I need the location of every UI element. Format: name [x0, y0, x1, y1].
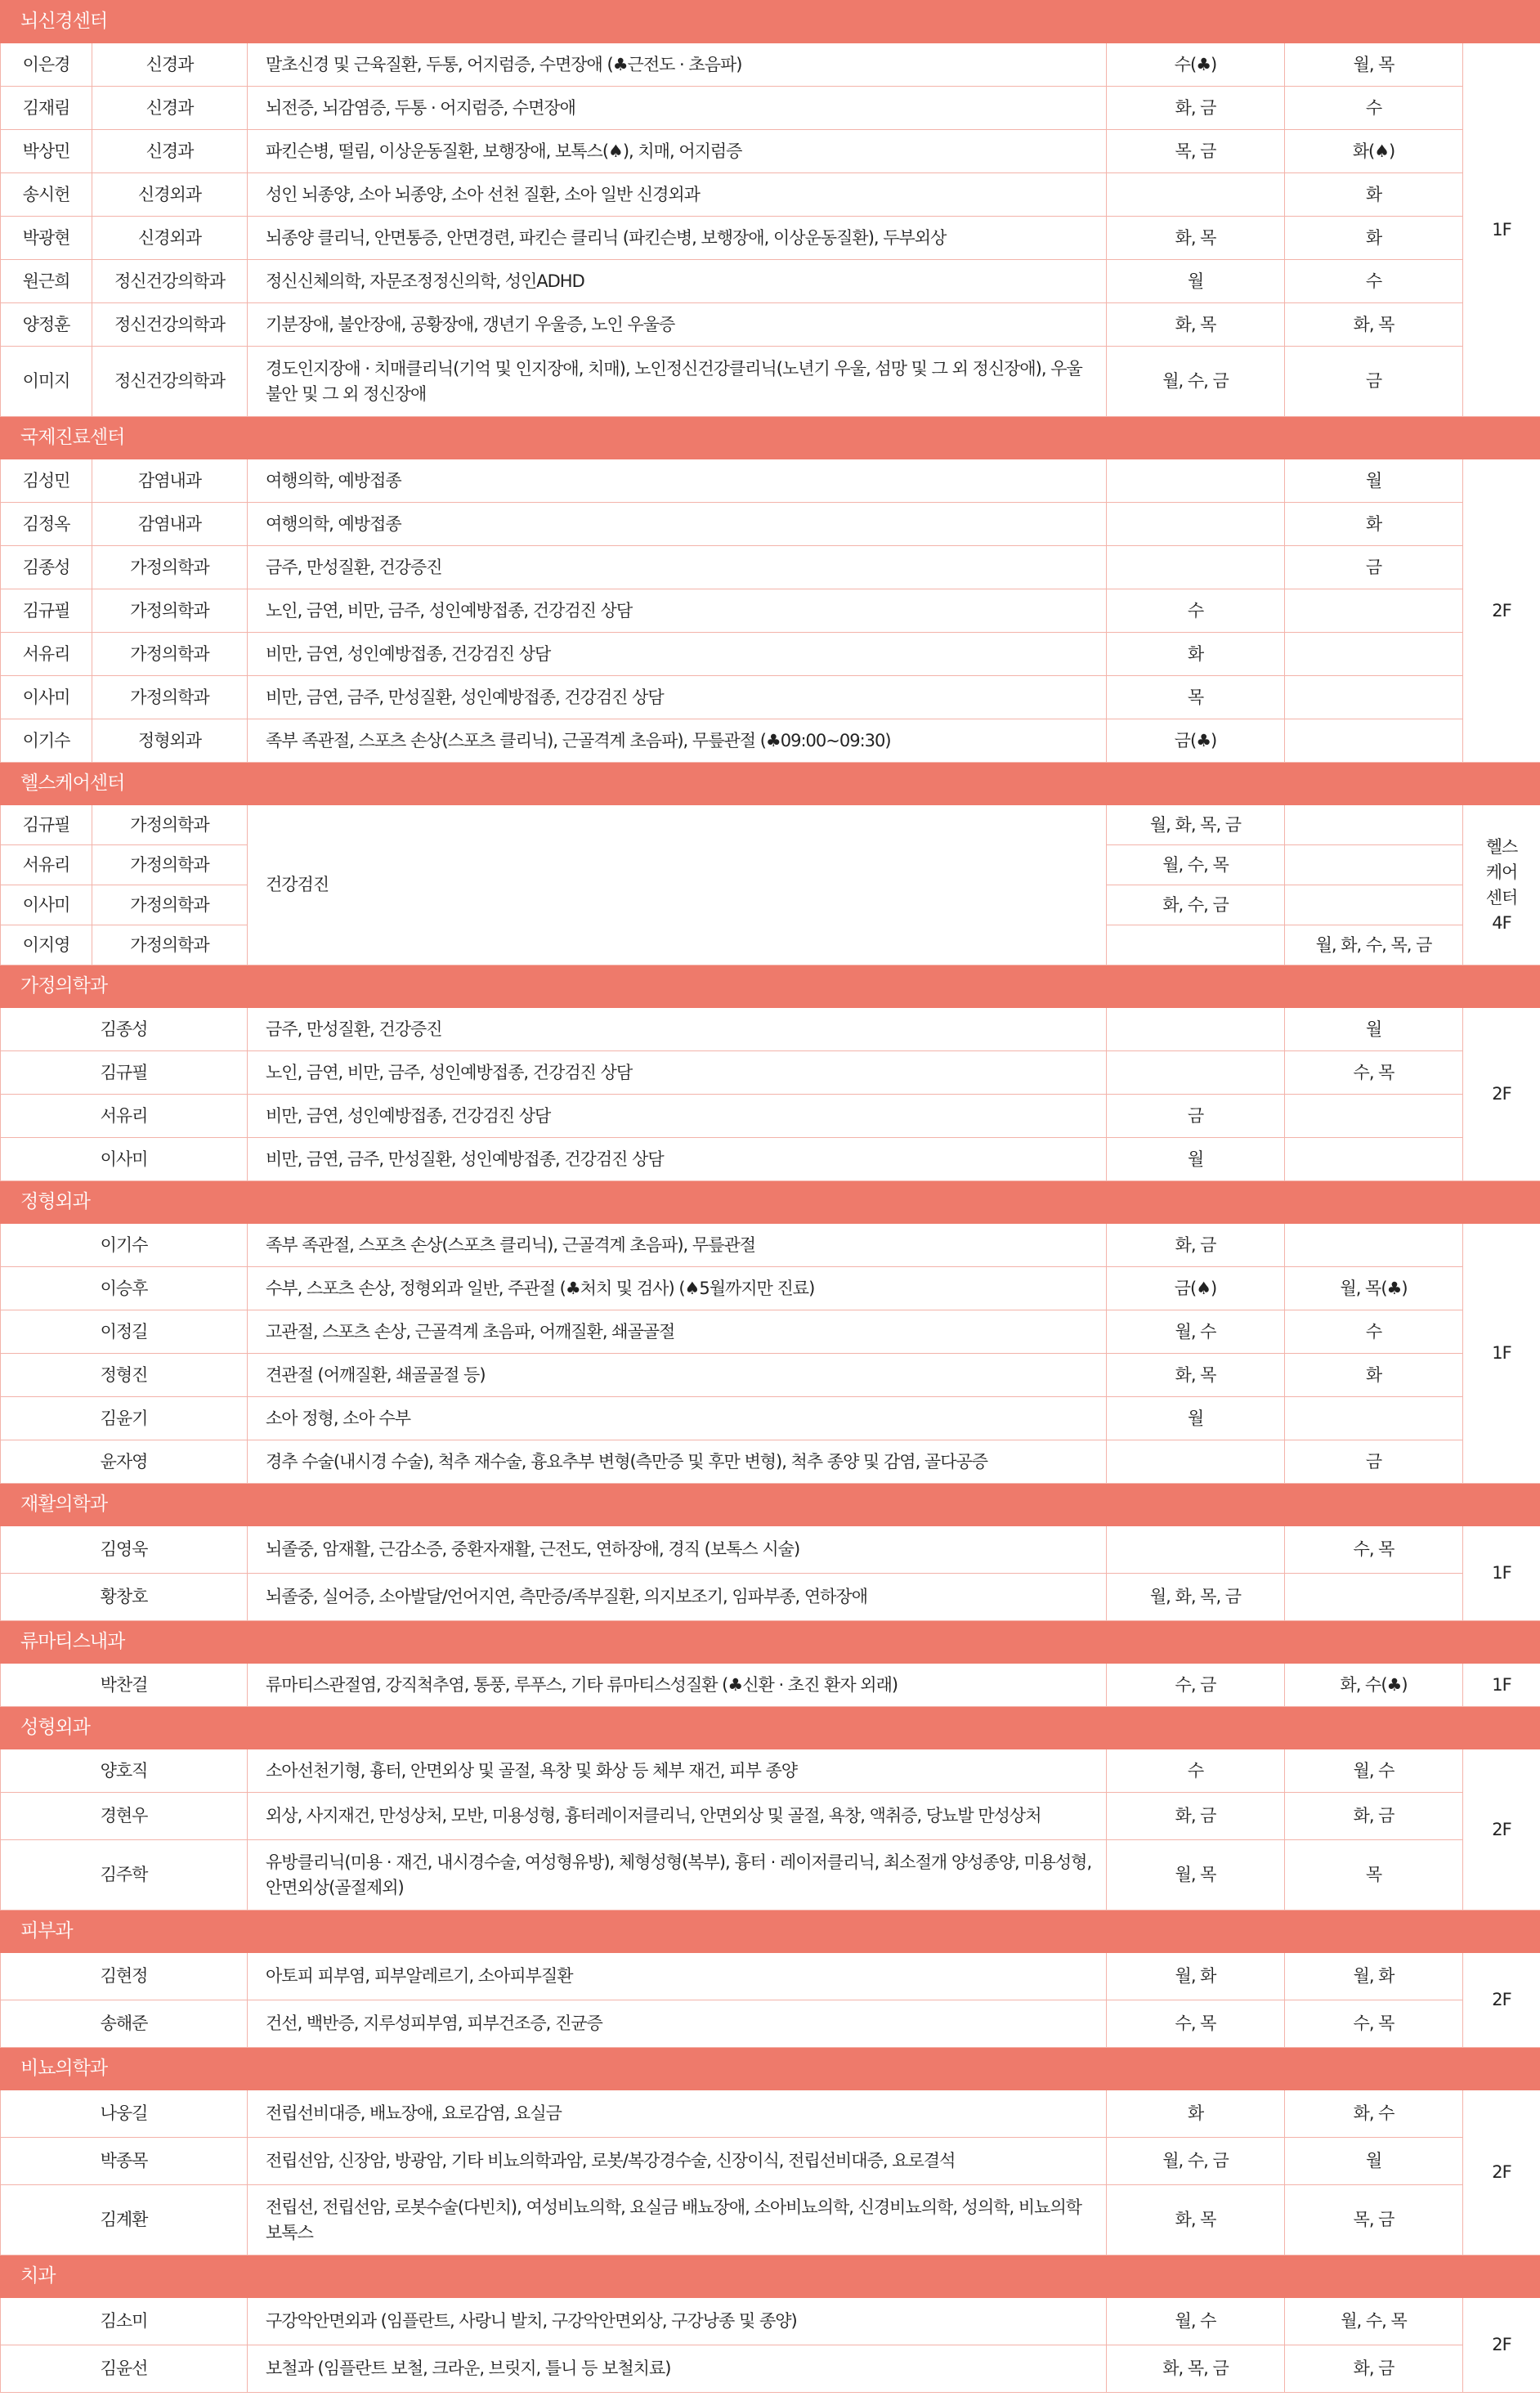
afternoon-days: [1285, 845, 1463, 885]
afternoon-days: 수: [1285, 1310, 1463, 1354]
specialty: 비만, 금연, 성인예방접종, 건강검진 상담: [248, 633, 1107, 676]
specialty: 정신신체의학, 자문조정정신의학, 성인ADHD: [248, 260, 1107, 303]
specialty: 경도인지장애 · 치매클리닉(기억 및 인지장애, 치매), 노인정신건강클리닉(노년기 우울, 섬망 및 그 외 정신장애), 우울 불안 및 그 외 정신장애: [248, 347, 1107, 417]
specialty: 소아선천기형, 흉터, 안면외상 및 골절, 욕창 및 화상 등 체부 재건, 피부 종양: [248, 1749, 1107, 1793]
doctor-name: 이사미: [1, 1138, 248, 1181]
specialty: 금주, 만성질환, 건강증진: [248, 1008, 1107, 1051]
afternoon-days: 화: [1285, 173, 1463, 217]
morning-days: 월, 수, 목: [1107, 845, 1285, 885]
doctor-name: 양호직: [1, 1749, 248, 1793]
morning-days: 금(♣): [1107, 719, 1285, 763]
department: 신경과: [92, 87, 248, 130]
specialty: 건선, 백반증, 지루성피부염, 피부건조증, 진균증: [248, 2000, 1107, 2048]
morning-days: 화: [1107, 633, 1285, 676]
section-title: 류마티스내과: [1, 1621, 1540, 1664]
department: 가정의학과: [92, 805, 248, 845]
doctor-name: 김주학: [1, 1840, 248, 1910]
doctor-row: [1, 2298, 1540, 2345]
doctor-row: [1, 1267, 1540, 1310]
doctor-name: 황창호: [1, 1574, 248, 1621]
morning-days: [1107, 173, 1285, 217]
specialty: 뇌졸중, 암재활, 근감소증, 중환자재활, 근전도, 연하장애, 경직 (보톡스 시술): [248, 1526, 1107, 1574]
morning-days: 금: [1107, 1095, 1285, 1138]
section-header-row: [1, 417, 1540, 459]
doctor-row: [1, 1840, 1540, 1910]
specialty: 비만, 금연, 성인예방접종, 건강검진 상담: [248, 1095, 1107, 1138]
floor: 2F: [1463, 2298, 1540, 2393]
section-title: 치과: [1, 2255, 1540, 2298]
afternoon-days: 금: [1285, 1440, 1463, 1484]
specialty: 비만, 금연, 금주, 만성질환, 성인예방접종, 건강검진 상담: [248, 1138, 1107, 1181]
morning-days: 화, 금: [1107, 87, 1285, 130]
section-title: 가정의학과: [1, 965, 1540, 1008]
doctor-name: 경현우: [1, 1793, 248, 1840]
doctor-row: [1, 589, 1540, 633]
department: 가정의학과: [92, 633, 248, 676]
department: 가정의학과: [92, 845, 248, 885]
doctor-row: [1, 130, 1540, 173]
doctor-row: [1, 546, 1540, 589]
afternoon-days: [1285, 719, 1463, 763]
morning-days: 월, 화: [1107, 1953, 1285, 2000]
doctor-name: 이지영: [1, 925, 92, 965]
department: 신경외과: [92, 217, 248, 260]
afternoon-days: 화, 목: [1285, 303, 1463, 347]
doctor-name: 김규필: [1, 805, 92, 845]
doctor-row: [1, 1051, 1540, 1095]
doctor-row: [1, 1354, 1540, 1397]
doctor-row: [1, 2090, 1540, 2138]
doctor-name: 김윤기: [1, 1397, 248, 1440]
section-title: 성형외과: [1, 1707, 1540, 1749]
doctor-name: 김규필: [1, 1051, 248, 1095]
floor: 2F: [1463, 1953, 1540, 2048]
afternoon-days: [1285, 589, 1463, 633]
doctor-name: 박찬걸: [1, 1664, 248, 1707]
afternoon-days: [1285, 1138, 1463, 1181]
doctor-name: 나웅길: [1, 2090, 248, 2138]
afternoon-days: 월, 목: [1285, 43, 1463, 87]
afternoon-days: 목: [1285, 1840, 1463, 1910]
floor: 2F: [1463, 1008, 1540, 1181]
doctor-name: 이승후: [1, 1267, 248, 1310]
specialty: 외상, 사지재건, 만성상처, 모반, 미용성형, 흉터레이저클리닉, 안면외상 및 골절, 욕창, 액취증, 당뇨발 만성상처: [248, 1793, 1107, 1840]
afternoon-days: [1285, 676, 1463, 719]
doctor-row: [1, 1397, 1540, 1440]
doctor-name: 원근희: [1, 260, 92, 303]
morning-days: [1107, 1526, 1285, 1574]
doctor-name: 김종성: [1, 546, 92, 589]
department: 가정의학과: [92, 589, 248, 633]
morning-days: 목: [1107, 676, 1285, 719]
morning-days: 월, 목: [1107, 1840, 1285, 1910]
specialty: 성인 뇌종양, 소아 뇌종양, 소아 선천 질환, 소아 일반 신경외과: [248, 173, 1107, 217]
afternoon-days: 수, 목: [1285, 1526, 1463, 1574]
doctor-name: 이사미: [1, 885, 92, 925]
department: 가정의학과: [92, 925, 248, 965]
floor: 2F: [1463, 459, 1540, 763]
specialty: 여행의학, 예방접종: [248, 459, 1107, 503]
afternoon-days: 월, 목(♣): [1285, 1267, 1463, 1310]
doctor-name: 김소미: [1, 2298, 248, 2345]
morning-days: [1107, 459, 1285, 503]
doctor-row: [1, 1664, 1540, 1707]
doctor-name: 이은경: [1, 43, 92, 87]
afternoon-days: 금: [1285, 347, 1463, 417]
specialty: 전립선비대증, 배뇨장애, 요로감염, 요실금: [248, 2090, 1107, 2138]
specialty: 고관절, 스포츠 손상, 근골격계 초음파, 어깨질환, 쇄골골절: [248, 1310, 1107, 1354]
specialty: 금주, 만성질환, 건강증진: [248, 546, 1107, 589]
afternoon-days: 월: [1285, 2138, 1463, 2185]
specialty: 노인, 금연, 비만, 금주, 성인예방접종, 건강검진 상담: [248, 589, 1107, 633]
section-header-row: [1, 763, 1540, 805]
doctor-name: 김계환: [1, 2185, 248, 2255]
doctor-name: 송시헌: [1, 173, 92, 217]
department: 신경과: [92, 130, 248, 173]
afternoon-days: 화, 수: [1285, 2090, 1463, 2138]
morning-days: 월, 수: [1107, 2298, 1285, 2345]
doctor-name: 김영욱: [1, 1526, 248, 1574]
afternoon-days: 금: [1285, 546, 1463, 589]
morning-days: 월: [1107, 1138, 1285, 1181]
doctor-row: [1, 303, 1540, 347]
afternoon-days: 수: [1285, 260, 1463, 303]
doctor-name: 윤자영: [1, 1440, 248, 1484]
morning-days: [1107, 546, 1285, 589]
doctor-row: [1, 1095, 1540, 1138]
morning-days: 수: [1107, 1749, 1285, 1793]
department: 정신건강의학과: [92, 303, 248, 347]
specialty: 족부 족관절, 스포츠 손상(스포츠 클리닉), 근골격계 초음파), 무릎관절 (♣09:00~09:30): [248, 719, 1107, 763]
department: 신경과: [92, 43, 248, 87]
doctor-name: 이미지: [1, 347, 92, 417]
morning-days: 화, 목, 금: [1107, 2345, 1285, 2393]
specialty: 비만, 금연, 금주, 만성질환, 성인예방접종, 건강검진 상담: [248, 676, 1107, 719]
morning-days: [1107, 925, 1285, 965]
specialty: 류마티스관절염, 강직척추염, 통풍, 루푸스, 기타 류마티스성질환 (♣신환 · 초진 환자 외래): [248, 1664, 1107, 1707]
department: 가정의학과: [92, 885, 248, 925]
specialty: 견관절 (어깨질환, 쇄골골절 등): [248, 1354, 1107, 1397]
doctor-row: [1, 1138, 1540, 1181]
morning-days: 화, 금: [1107, 1224, 1285, 1267]
morning-days: [1107, 503, 1285, 546]
department: 정신건강의학과: [92, 260, 248, 303]
doctor-name: 정형진: [1, 1354, 248, 1397]
doctor-name: 박상민: [1, 130, 92, 173]
floor: 헬스 케어 센터 4F: [1463, 805, 1540, 965]
morning-days: 월, 수, 금: [1107, 347, 1285, 417]
afternoon-days: [1285, 805, 1463, 845]
doctor-row: [1, 1793, 1540, 1840]
afternoon-days: 수, 목: [1285, 2000, 1463, 2048]
morning-days: 월: [1107, 260, 1285, 303]
afternoon-days: [1285, 885, 1463, 925]
doctor-name: 김종성: [1, 1008, 248, 1051]
doctor-name: 김현정: [1, 1953, 248, 2000]
afternoon-days: 화, 금: [1285, 1793, 1463, 1840]
section-title: 재활의학과: [1, 1484, 1540, 1526]
section-header-row: [1, 1, 1540, 43]
afternoon-days: 월, 수, 목: [1285, 2298, 1463, 2345]
section-header-row: [1, 1484, 1540, 1526]
morning-days: 수(♣): [1107, 43, 1285, 87]
afternoon-days: 화: [1285, 1354, 1463, 1397]
doctor-row: [1, 43, 1540, 87]
department: 정형외과: [92, 719, 248, 763]
doctor-row: [1, 2000, 1540, 2048]
morning-days: 목, 금: [1107, 130, 1285, 173]
morning-days: 화, 목: [1107, 217, 1285, 260]
doctor-name: 서유리: [1, 633, 92, 676]
doctor-row: [1, 1526, 1540, 1574]
afternoon-days: [1285, 1574, 1463, 1621]
doctor-name: 김성민: [1, 459, 92, 503]
specialty: 노인, 금연, 비만, 금주, 성인예방접종, 건강검진 상담: [248, 1051, 1107, 1095]
section-header-row: [1, 965, 1540, 1008]
morning-days: 화, 목: [1107, 1354, 1285, 1397]
doctor-row: [1, 1749, 1540, 1793]
afternoon-days: 수, 목: [1285, 1051, 1463, 1095]
doctor-row: [1, 1224, 1540, 1267]
morning-days: 월, 수, 금: [1107, 2138, 1285, 2185]
morning-days: 화, 수, 금: [1107, 885, 1285, 925]
doctor-row: [1, 2138, 1540, 2185]
specialty: 구강악안면외과 (임플란트, 사랑니 발치, 구강악안면외상, 구강낭종 및 종양): [248, 2298, 1107, 2345]
doctor-name: 이기수: [1, 1224, 248, 1267]
section-header-row: [1, 2255, 1540, 2298]
doctor-name: 김윤선: [1, 2345, 248, 2393]
afternoon-days: [1285, 1095, 1463, 1138]
afternoon-days: 화, 수(♣): [1285, 1664, 1463, 1707]
afternoon-days: 월, 화: [1285, 1953, 1463, 2000]
morning-days: 월: [1107, 1397, 1285, 1440]
specialty: 기분장애, 불안장애, 공황장애, 갱년기 우울증, 노인 우울증: [248, 303, 1107, 347]
morning-days: 화, 금: [1107, 1793, 1285, 1840]
doctor-name: 양정훈: [1, 303, 92, 347]
doctor-row: [1, 1953, 1540, 2000]
specialty: 뇌졸중, 실어증, 소아발달/언어지연, 측만증/족부질환, 의지보조기, 임파부종, 연하장애: [248, 1574, 1107, 1621]
specialty: 파킨슨병, 떨림, 이상운동질환, 보행장애, 보톡스(♠), 치매, 어지럼증: [248, 130, 1107, 173]
doctor-name: 김재림: [1, 87, 92, 130]
specialty: 전립선, 전립선암, 로봇수술(다빈치), 여성비뇨의학, 요실금 배뇨장애, 소아비뇨의학, 신경비뇨의학, 성의학, 비뇨의학 보톡스: [248, 2185, 1107, 2255]
afternoon-days: [1285, 1397, 1463, 1440]
specialty: 건강검진: [248, 805, 1107, 965]
morning-days: 금(♠): [1107, 1267, 1285, 1310]
specialty: 뇌종양 클리닉, 안면통증, 안면경련, 파킨슨 클리닉 (파킨슨병, 보행장애, 이상운동질환), 두부외상: [248, 217, 1107, 260]
section-title: 정형외과: [1, 1181, 1540, 1224]
morning-days: [1107, 1440, 1285, 1484]
section-title: 헬스케어센터: [1, 763, 1540, 805]
section-header-row: [1, 1621, 1540, 1664]
specialty: 소아 정형, 소아 수부: [248, 1397, 1107, 1440]
specialty: 보철과 (임플란트 보철, 크라운, 브릿지, 틀니 등 보철치료): [248, 2345, 1107, 2393]
floor: 2F: [1463, 2090, 1540, 2255]
department: 가정의학과: [92, 676, 248, 719]
morning-days: 화, 목: [1107, 2185, 1285, 2255]
doctor-name: 박종목: [1, 2138, 248, 2185]
afternoon-days: 월: [1285, 1008, 1463, 1051]
afternoon-days: 월, 수: [1285, 1749, 1463, 1793]
morning-days: 수, 목: [1107, 2000, 1285, 2048]
morning-days: 수: [1107, 589, 1285, 633]
doctor-row: [1, 719, 1540, 763]
doctor-row: [1, 87, 1540, 130]
department: 가정의학과: [92, 546, 248, 589]
doctor-row: [1, 173, 1540, 217]
section-title: 뇌신경센터: [1, 1, 1540, 43]
specialty: 족부 족관절, 스포츠 손상(스포츠 클리닉), 근골격계 초음파), 무릎관절: [248, 1224, 1107, 1267]
doctor-row: [1, 347, 1540, 417]
doctor-row: [1, 633, 1540, 676]
doctor-name: 서유리: [1, 845, 92, 885]
doctor-row: [1, 459, 1540, 503]
doctor-name: 이정길: [1, 1310, 248, 1354]
morning-days: [1107, 1051, 1285, 1095]
department: 감염내과: [92, 459, 248, 503]
doctor-name: 김정옥: [1, 503, 92, 546]
afternoon-days: 화, 금: [1285, 2345, 1463, 2393]
afternoon-days: 화: [1285, 217, 1463, 260]
section-header-row: [1, 1910, 1540, 1953]
morning-days: 화: [1107, 2090, 1285, 2138]
morning-days: 월, 화, 목, 금: [1107, 805, 1285, 845]
morning-days: 월, 화, 목, 금: [1107, 1574, 1285, 1621]
morning-days: 수, 금: [1107, 1664, 1285, 1707]
floor: 2F: [1463, 1749, 1540, 1910]
specialty: 여행의학, 예방접종: [248, 503, 1107, 546]
section-title: 비뇨의학과: [1, 2048, 1540, 2090]
doctor-row: [1, 503, 1540, 546]
section-header-row: [1, 2048, 1540, 2090]
floor: 1F: [1463, 1224, 1540, 1484]
afternoon-days: 목, 금: [1285, 2185, 1463, 2255]
department: 신경외과: [92, 173, 248, 217]
afternoon-days: 월, 화, 수, 목, 금: [1285, 925, 1463, 965]
doctor-row: [1, 2345, 1540, 2393]
morning-days: [1107, 1008, 1285, 1051]
doctor-row: [1, 805, 1540, 845]
afternoon-days: [1285, 1224, 1463, 1267]
afternoon-days: 화: [1285, 503, 1463, 546]
doctor-row: [1, 1574, 1540, 1621]
department: 정신건강의학과: [92, 347, 248, 417]
section-header-row: [1, 1707, 1540, 1749]
specialty: 뇌전증, 뇌감염증, 두통 · 어지럼증, 수면장애: [248, 87, 1107, 130]
department: 감염내과: [92, 503, 248, 546]
doctor-name: 이기수: [1, 719, 92, 763]
specialty: 경추 수술(내시경 수술), 척추 재수술, 흉요추부 변형(측만증 및 후만 변형), 척추 종양 및 감염, 골다공증: [248, 1440, 1107, 1484]
afternoon-days: 월: [1285, 459, 1463, 503]
doctor-row: [1, 676, 1540, 719]
doctor-row: [1, 1310, 1540, 1354]
afternoon-days: [1285, 633, 1463, 676]
specialty: 유방클리닉(미용 · 재건, 내시경수술, 여성형유방), 체형성형(복부), 흉터 · 레이저클리닉, 최소절개 양성종양, 미용성형, 안면외상(골절제외): [248, 1840, 1107, 1910]
doctor-name: 김규필: [1, 589, 92, 633]
doctor-row: [1, 2185, 1540, 2255]
doctor-name: 박광현: [1, 217, 92, 260]
specialty: 말초신경 및 근육질환, 두통, 어지럼증, 수면장애 (♣근전도 · 초음파): [248, 43, 1107, 87]
floor: 1F: [1463, 43, 1540, 417]
morning-days: 화, 목: [1107, 303, 1285, 347]
specialty: 수부, 스포츠 손상, 정형외과 일반, 주관절 (♣처치 및 검사) (♠5월까지만 진료): [248, 1267, 1107, 1310]
morning-days: 월, 수: [1107, 1310, 1285, 1354]
section-title: 피부과: [1, 1910, 1540, 1953]
afternoon-days: 화(♠): [1285, 130, 1463, 173]
floor: 1F: [1463, 1664, 1540, 1707]
floor: 1F: [1463, 1526, 1540, 1621]
doctor-name: 서유리: [1, 1095, 248, 1138]
doctor-name: 송해준: [1, 2000, 248, 2048]
specialty: 아토피 피부염, 피부알레르기, 소아피부질환: [248, 1953, 1107, 2000]
doctor-row: [1, 260, 1540, 303]
doctor-row: [1, 217, 1540, 260]
specialty: 전립선암, 신장암, 방광암, 기타 비뇨의학과암, 로봇/복강경수술, 신장이식, 전립선비대증, 요로결석: [248, 2138, 1107, 2185]
doctor-row: [1, 1008, 1540, 1051]
section-header-row: [1, 1181, 1540, 1224]
doctor-name: 이사미: [1, 676, 92, 719]
section-title: 국제진료센터: [1, 417, 1540, 459]
afternoon-days: 수: [1285, 87, 1463, 130]
doctor-row: [1, 1440, 1540, 1484]
